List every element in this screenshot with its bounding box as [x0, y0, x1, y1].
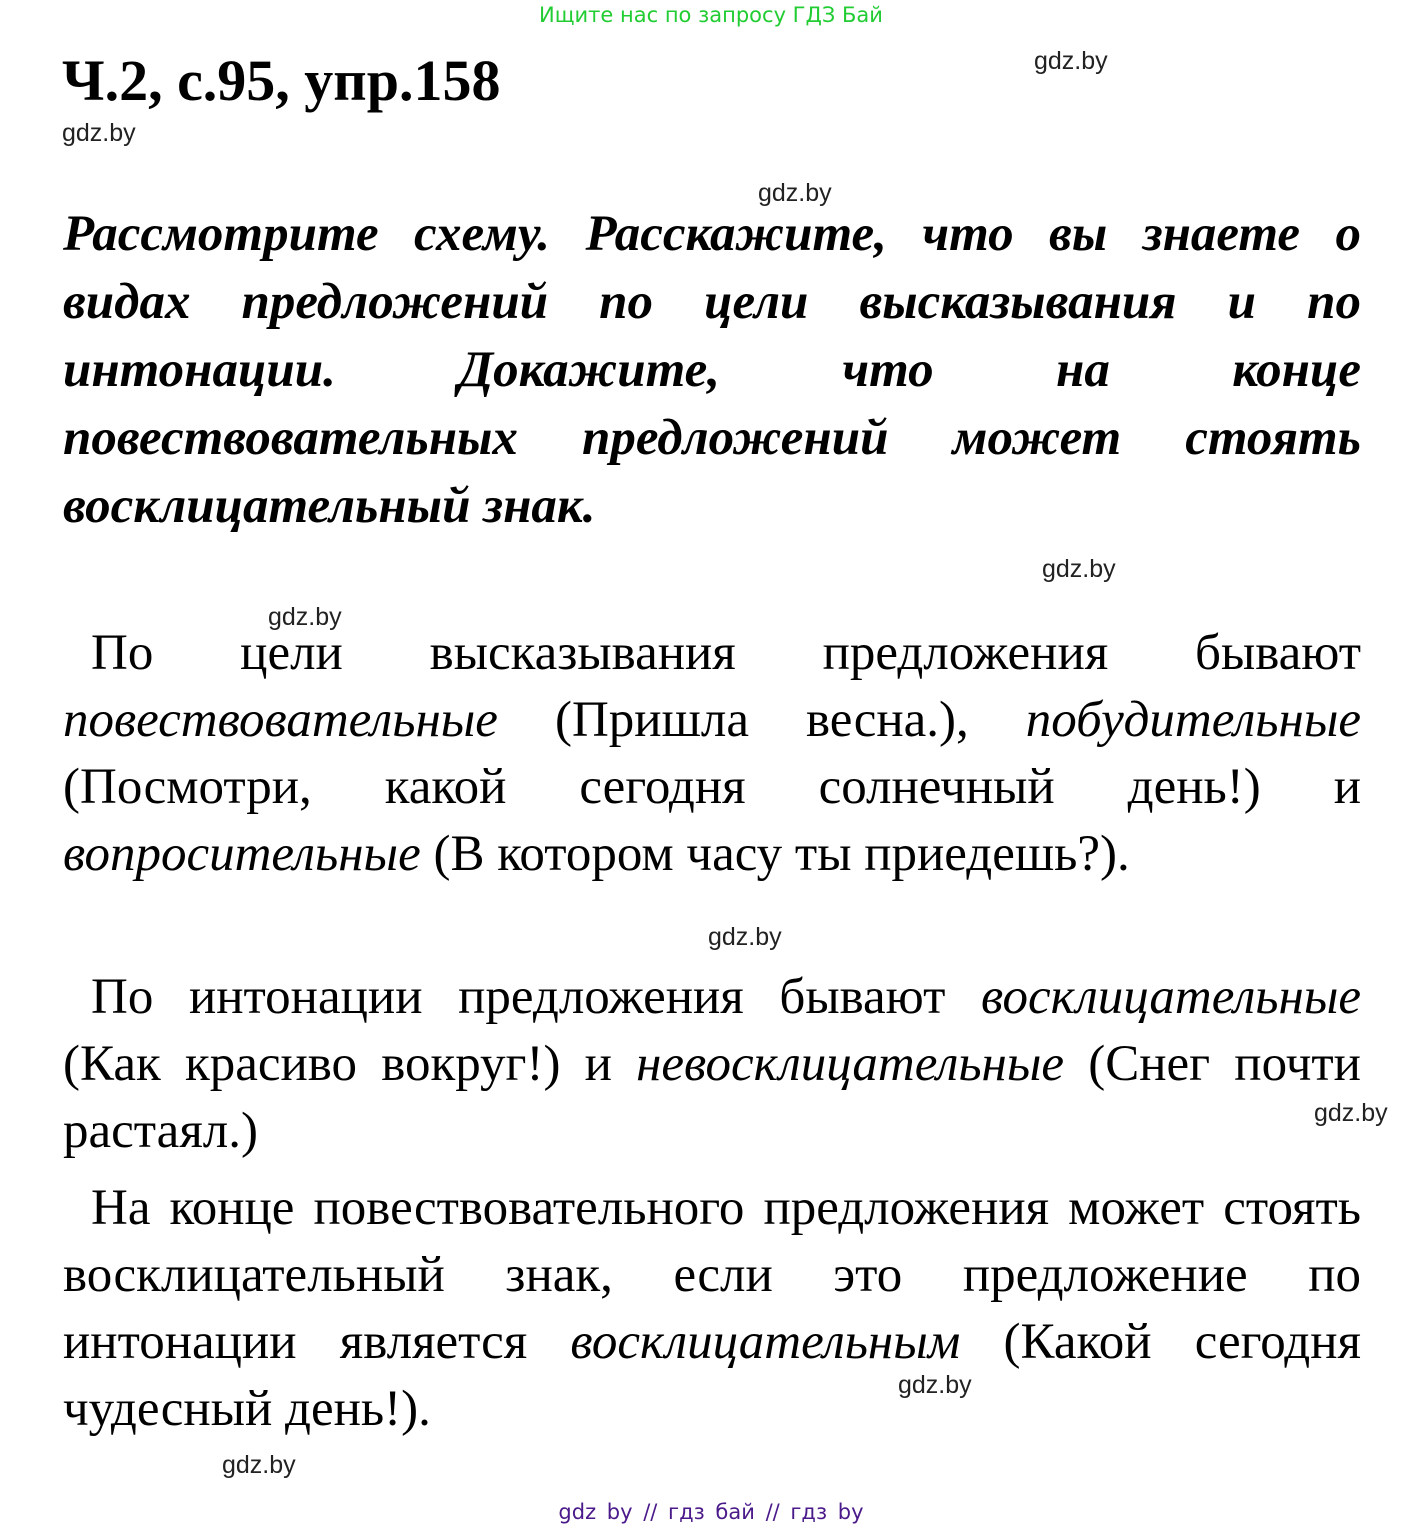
answer-text: По интонации предложения бывают: [91, 969, 982, 1025]
watermark: gdz.by: [898, 1371, 972, 1399]
answer-text: (В котором часу ты приедешь?).: [420, 826, 1130, 882]
watermark: gdz.by: [1314, 1099, 1388, 1127]
answer-text: (Какой сегодня чудесный день!).: [63, 1314, 1361, 1437]
watermark: gdz.by: [62, 119, 136, 147]
answer-paragraph-purpose: [63, 620, 1361, 888]
watermark: gdz.by: [268, 603, 342, 631]
term-exclamatory: восклицательным: [570, 1314, 961, 1370]
answer-text: (Как красиво вокруг!) и: [63, 1036, 637, 1092]
term-narrative: повествовательные: [63, 692, 498, 748]
watermark: gdz.by: [222, 1451, 296, 1479]
answer-text: На конце повествовательного предложения может стоять восклицательный знак, если это предложение по интонации является: [63, 1180, 1361, 1370]
exercise-heading: Ч.2, с.95, упр.158: [62, 48, 501, 113]
answer-text: По цели высказывания предложения бывают: [91, 625, 1361, 681]
term-imperative: побудительные: [1025, 692, 1361, 748]
watermark: gdz.by: [708, 923, 782, 951]
watermark: gdz.by: [1042, 555, 1116, 583]
footer-links: gdz by // гдз бай // гдз by: [558, 1500, 864, 1524]
term-exclamatory: восклицательные: [981, 969, 1361, 1025]
answer-paragraph-intonation: [63, 964, 1361, 1165]
watermark: gdz.by: [1034, 47, 1108, 75]
task-text: Рассмотрите схему. Расскажите, что вы знаете о видах предложений по цели высказывания и по интонации. Докажите, что на конце повествовательных предложений может стоять восклицательный знак.: [63, 206, 1361, 534]
answer-text: (Пришла весна.),: [497, 692, 1026, 748]
answer-text: (Снег почти растаял.): [63, 1036, 1361, 1159]
answer-paragraph-conclusion: [63, 1175, 1361, 1443]
watermark: gdz.by: [758, 179, 832, 207]
answer-text: (Посмотри, какой сегодня солнечный день!) и: [63, 759, 1361, 815]
term-non-exclamatory: невосклицательные: [636, 1036, 1065, 1092]
term-interrogative: вопросительные: [63, 826, 421, 882]
search-banner: Ищите нас по запросу ГДЗ Бай: [539, 3, 883, 27]
